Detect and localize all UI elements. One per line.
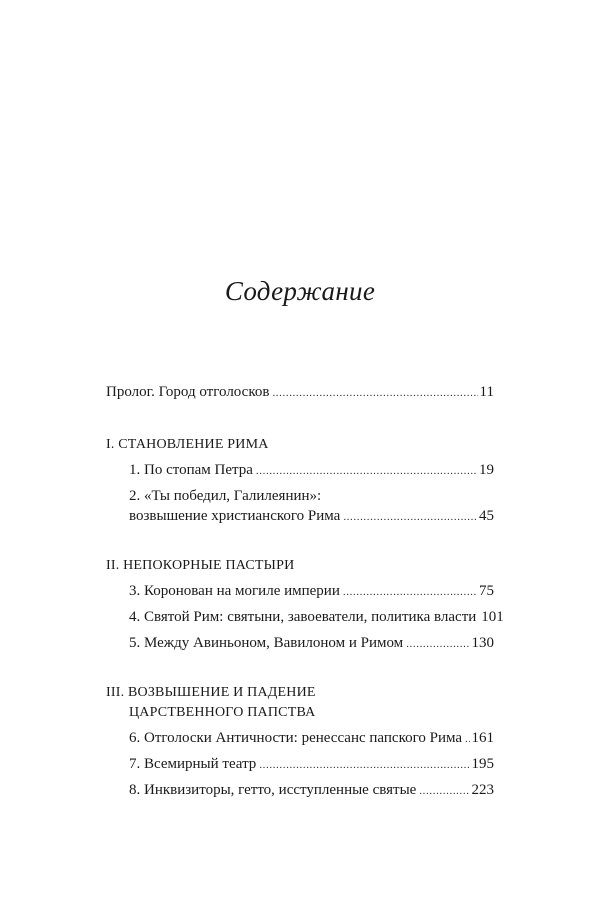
toc-entry-page: 130 <box>471 635 494 651</box>
page-title: Содержание <box>224 276 376 306</box>
toc-entry-chapter-6[interactable] <box>129 728 494 749</box>
toc-entry-page: 19 <box>479 462 494 478</box>
part-heading <box>106 556 494 576</box>
chapter-list <box>129 460 494 527</box>
part-heading-text: III. ВОЗВЫШЕНИЕ И ПАДЕНИЕ <box>106 685 316 700</box>
toc-entry-chapter-1[interactable] <box>129 460 494 481</box>
toc-entry-label: возвышение христианского Рима <box>129 508 341 524</box>
toc-entry-prologue[interactable] <box>106 382 494 403</box>
dot-leader <box>343 507 477 527</box>
toc-entry-page: 45 <box>479 508 494 524</box>
toc-entry-label-line1: 2. «Ты победил, Галилеянин»: <box>129 488 322 504</box>
toc-entry-page: 101 <box>481 609 504 625</box>
part-heading <box>106 683 494 723</box>
dot-leader <box>259 755 469 775</box>
dot-leader <box>465 729 469 749</box>
part-heading-text: II. НЕПОКОРНЫЕ ПАСТЫРИ <box>106 558 295 573</box>
toc-entry-page: 11 <box>479 384 494 400</box>
toc-entry-label: 4. Святой Рим: святыни, завоеватели, политика власти <box>129 609 477 625</box>
toc-entry-label: 3. Коронован на могиле империи <box>129 583 340 599</box>
toc-entry-chapter-3[interactable] <box>129 581 494 602</box>
dot-leader <box>406 634 469 654</box>
toc-entry-page: 75 <box>479 583 494 599</box>
toc-entry-chapter-2[interactable] <box>129 486 494 527</box>
toc-entry-page: 223 <box>471 782 494 798</box>
part-heading-continuation: ЦАРСТВЕННОГО ПАПСТВА <box>129 705 316 720</box>
toc-entry-chapter-5[interactable] <box>129 633 494 654</box>
toc-entry-label: 7. Всемирный театр <box>129 756 257 772</box>
toc-entry-chapter-8[interactable] <box>129 780 494 801</box>
part-heading <box>106 435 494 455</box>
part-heading-text: I. СТАНОВЛЕНИЕ РИМА <box>106 437 269 452</box>
toc-part-2 <box>106 556 504 654</box>
toc-entry-page: 161 <box>471 730 494 746</box>
toc-part-1 <box>106 435 494 527</box>
chapter-list <box>129 728 494 801</box>
toc-entry-label: 6. Отголоски Античности: ренессанс папского Рима <box>129 730 463 746</box>
toc-entry-chapter-7[interactable] <box>129 754 494 775</box>
toc-entry-chapter-4[interactable] <box>129 607 504 628</box>
toc-entry-label: 5. Между Авиньоном, Вавилоном и Римом <box>129 635 404 651</box>
toc-entry-label: 1. По стопам Петра <box>129 462 253 478</box>
toc-entry-label: 8. Инквизиторы, гетто, исступленные святые <box>129 782 417 798</box>
table-of-contents <box>106 382 504 830</box>
chapter-list <box>129 581 504 654</box>
toc-entry-page: 195 <box>471 756 494 772</box>
dot-leader <box>272 383 477 403</box>
toc-part-3 <box>106 683 494 801</box>
toc-entry-label: Пролог. Город отголосков <box>106 384 270 400</box>
dot-leader <box>256 461 477 481</box>
dot-leader <box>343 582 477 602</box>
dot-leader <box>419 781 469 801</box>
